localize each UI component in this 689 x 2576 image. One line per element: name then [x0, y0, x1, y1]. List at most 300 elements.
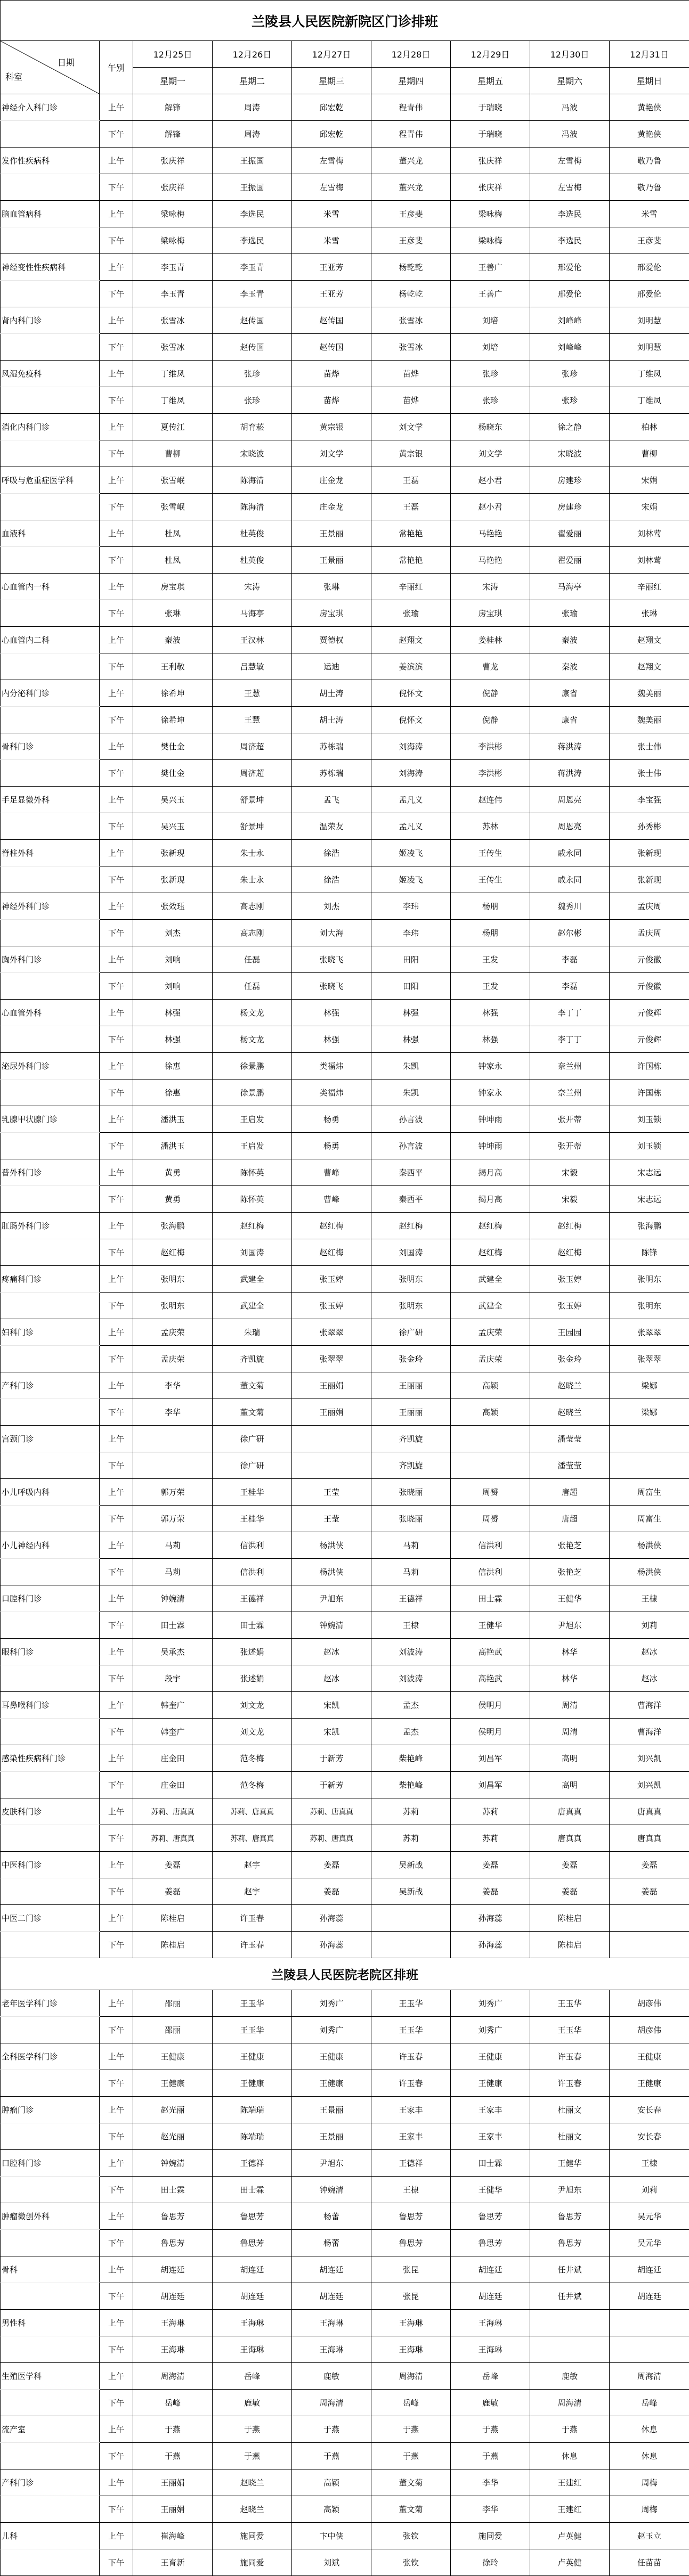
doctor-cell: 黄艳侠 [610, 121, 689, 148]
morning-label: 上午 [100, 520, 133, 547]
doctor-cell: 翟爱丽 [530, 547, 610, 574]
doctor-cell: 孟凡义 [371, 787, 451, 813]
afternoon-label: 下午 [100, 920, 133, 946]
doctor-cell: 梁咏梅 [133, 201, 213, 227]
doctor-cell: 朱士永 [213, 866, 292, 893]
department-name: 妇科门诊 [1, 1319, 100, 1346]
dept-axis-label: 科室 [5, 72, 23, 82]
doctor-cell: 赵冰 [610, 1665, 689, 1692]
doctor-cell: 张琳 [133, 600, 213, 627]
doctor-cell: 王建红 [530, 2469, 610, 2496]
doctor-cell: 孙海蕊 [292, 1932, 371, 1958]
doctor-cell: 王健康 [213, 2043, 292, 2070]
doctor-cell: 高志刚 [213, 920, 292, 946]
table-row [1, 2523, 689, 2549]
doctor-cell: 苏栋瑞 [292, 733, 371, 760]
doctor-cell: 刘国涛 [371, 1239, 451, 1266]
doctor-cell: 武建全 [213, 1293, 292, 1319]
doctor-cell: 刘文龙 [213, 1692, 292, 1719]
doctor-cell: 董兴龙 [371, 148, 451, 174]
department-name: 男性科 [1, 2310, 100, 2336]
doctor-cell: 王德祥 [213, 2150, 292, 2177]
doctor-cell: 许玉春 [213, 1932, 292, 1958]
doctor-cell: 类福炜 [292, 1080, 371, 1106]
morning-label: 上午 [100, 307, 133, 334]
afternoon-label: 下午 [100, 174, 133, 201]
doctor-cell: 陈端瑞 [213, 2097, 292, 2123]
doctor-cell: 房宝琪 [133, 574, 213, 600]
doctor-cell: 丁维凤 [133, 361, 213, 387]
doctor-cell: 赵传国 [292, 307, 371, 334]
doctor-cell: 王桂华 [213, 1506, 292, 1532]
doctor-cell: 胡连廷 [610, 2283, 689, 2310]
department-name [1, 2496, 100, 2523]
doctor-cell: 赵红梅 [530, 1239, 610, 1266]
doctor-cell: 王海琳 [371, 2336, 451, 2363]
afternoon-label: 下午 [100, 2336, 133, 2363]
doctor-cell: 赵红梅 [213, 1213, 292, 1239]
date-header: 12月29日 [451, 41, 530, 68]
doctor-cell: 张钦 [371, 2523, 451, 2549]
doctor-cell: 周恩亮 [530, 813, 610, 840]
doctor-cell: 吕慧敏 [213, 653, 292, 680]
doctor-cell: 于新芳 [292, 1772, 371, 1798]
doctor-cell [451, 1426, 530, 1452]
doctor-cell: 任磊 [213, 973, 292, 1000]
doctor-cell: 宋娟 [610, 467, 689, 494]
doctor-cell: 董文菊 [371, 2469, 451, 2496]
doctor-cell: 鲁思芳 [213, 2203, 292, 2230]
doctor-cell: 刘玉锁 [610, 1106, 689, 1133]
doctor-cell: 杨蕾 [292, 2203, 371, 2230]
doctor-cell: 苏莉 [451, 1798, 530, 1825]
doctor-cell: 王健华 [451, 2177, 530, 2203]
doctor-cell: 杨朋 [451, 920, 530, 946]
doctor-cell: 张昆 [371, 2256, 451, 2283]
doctor-cell: 钟婉清 [292, 2177, 371, 2203]
department-name: 流产室 [1, 2416, 100, 2443]
doctor-cell: 于燕 [133, 2443, 213, 2469]
doctor-cell: 樊仕金 [133, 760, 213, 787]
doctor-cell: 杨文龙 [213, 1026, 292, 1053]
doctor-cell: 周海清 [292, 2390, 371, 2416]
doctor-cell: 王海琳 [451, 2310, 530, 2336]
doctor-cell: 王棣 [371, 2177, 451, 2203]
doctor-cell: 唐真真 [530, 1825, 610, 1852]
table-row [1, 307, 689, 334]
doctor-cell: 刘文学 [371, 414, 451, 440]
doctor-cell: 李华 [133, 1372, 213, 1399]
doctor-cell: 鲁思芳 [133, 2230, 213, 2256]
department-name [1, 2123, 100, 2150]
department-name [1, 707, 100, 733]
doctor-cell: 于燕 [451, 2416, 530, 2443]
department-name: 感染性疾病科门诊 [1, 1745, 100, 1772]
afternoon-label: 下午 [100, 227, 133, 254]
table-row [1, 2310, 689, 2336]
doctor-cell: 柏林 [610, 414, 689, 440]
doctor-cell: 唐超 [530, 1506, 610, 1532]
table-row [1, 94, 689, 121]
department-name: 全科医学科门诊 [1, 2043, 100, 2070]
doctor-cell: 姬凌飞 [371, 840, 451, 866]
doctor-cell: 揭月高 [451, 1186, 530, 1213]
department-name [1, 1346, 100, 1372]
doctor-cell: 王玉华 [530, 1990, 610, 2017]
table-row [1, 2123, 689, 2150]
doctor-cell: 王健康 [610, 2070, 689, 2097]
doctor-cell: 孙言波 [371, 1133, 451, 1159]
doctor-cell: 杨洪侠 [610, 1559, 689, 1585]
table-row [1, 1053, 689, 1080]
doctor-cell: 张玉婷 [530, 1293, 610, 1319]
doctor-cell: 张明东 [133, 1293, 213, 1319]
department-name [1, 1186, 100, 1213]
doctor-cell: 李华 [451, 2469, 530, 2496]
morning-label: 上午 [100, 1532, 133, 1559]
table-row [1, 1506, 689, 1532]
doctor-cell: 刘峰峰 [530, 334, 610, 361]
doctor-cell: 周济超 [213, 733, 292, 760]
table-row [1, 1346, 689, 1372]
department-name [1, 1878, 100, 1905]
morning-label: 上午 [100, 574, 133, 600]
doctor-cell: 张琳 [610, 600, 689, 627]
table-row [1, 1213, 689, 1239]
afternoon-label: 下午 [100, 1612, 133, 1639]
doctor-cell: 左雪梅 [530, 148, 610, 174]
doctor-cell: 苏莉 [371, 1798, 451, 1825]
doctor-cell: 邱宏乾 [292, 94, 371, 121]
doctor-cell: 康省 [530, 680, 610, 707]
doctor-cell: 刘莉 [610, 2177, 689, 2203]
department-name: 内分泌科门诊 [1, 680, 100, 707]
doctor-cell: 张雪冰 [133, 334, 213, 361]
doctor-cell: 王棣 [610, 1585, 689, 1612]
morning-label: 上午 [100, 1319, 133, 1346]
doctor-cell: 王玉华 [213, 1990, 292, 2017]
doctor-cell: 朱凯 [371, 1053, 451, 1080]
department-name: 神经外科门诊 [1, 893, 100, 920]
department-name [1, 1825, 100, 1852]
table-row [1, 1692, 689, 1719]
doctor-cell: 王家丰 [451, 2123, 530, 2150]
doctor-cell: 陈海清 [213, 494, 292, 520]
department-name [1, 1506, 100, 1532]
doctor-cell: 陈桂启 [133, 1905, 213, 1932]
doctor-cell: 鲁思芳 [451, 2230, 530, 2256]
doctor-cell: 唐超 [530, 1479, 610, 1506]
table-row [1, 760, 689, 787]
doctor-cell: 赵红梅 [530, 1213, 610, 1239]
doctor-cell: 周梅 [610, 2496, 689, 2523]
doctor-cell: 周清 [530, 1692, 610, 1719]
doctor-cell: 胡连廷 [292, 2283, 371, 2310]
doctor-cell: 孟庆周 [610, 893, 689, 920]
doctor-cell: 苗烨 [292, 361, 371, 387]
doctor-cell: 陈端瑞 [213, 2123, 292, 2150]
doctor-cell: 刘海涛 [371, 760, 451, 787]
doctor-cell: 王玉华 [371, 2017, 451, 2043]
doctor-cell: 王育新 [133, 2549, 213, 2576]
doctor-cell: 解锋 [133, 94, 213, 121]
doctor-cell: 张珍 [530, 387, 610, 414]
doctor-cell: 信洪利 [213, 1532, 292, 1559]
afternoon-label: 下午 [100, 1559, 133, 1585]
doctor-cell: 李选民 [213, 201, 292, 227]
doctor-cell: 王德祥 [371, 2150, 451, 2177]
morning-label: 上午 [100, 1106, 133, 1133]
table-row [1, 1932, 689, 1958]
doctor-cell: 左雪梅 [292, 148, 371, 174]
doctor-cell: 齐凯旋 [371, 1452, 451, 1479]
date-header: 12月25日 [133, 41, 213, 68]
table-row [1, 2443, 689, 2469]
department-name: 心血管外科 [1, 1000, 100, 1026]
morning-label: 上午 [100, 1639, 133, 1665]
doctor-cell: 赵尔彬 [530, 920, 610, 946]
morning-label: 上午 [100, 2416, 133, 2443]
doctor-cell: 王棣 [371, 1612, 451, 1639]
doctor-cell: 段宇 [133, 1665, 213, 1692]
doctor-cell: 董文菊 [371, 2496, 451, 2523]
table-row [1, 2469, 689, 2496]
afternoon-label: 下午 [100, 2177, 133, 2203]
doctor-cell: 王建红 [530, 2496, 610, 2523]
doctor-cell: 李玉青 [133, 254, 213, 281]
doctor-cell: 张明东 [610, 1266, 689, 1293]
doctor-cell: 夏传江 [133, 414, 213, 440]
doctor-cell: 徐希坤 [133, 707, 213, 733]
doctor-cell: 王振国 [213, 148, 292, 174]
doctor-cell: 韩奎广 [133, 1719, 213, 1745]
weekday-header: 星期二 [213, 68, 292, 94]
doctor-cell: 王丽娟 [292, 1399, 371, 1426]
doctor-cell: 赵玉立 [610, 2523, 689, 2549]
table-row [1, 680, 689, 707]
table-row [1, 1612, 689, 1639]
table-row [1, 2416, 689, 2443]
doctor-cell: 王玉华 [213, 2017, 292, 2043]
doctor-cell: 孟凡义 [371, 813, 451, 840]
doctor-cell: 李玉青 [213, 254, 292, 281]
doctor-cell: 许玉春 [530, 2070, 610, 2097]
doctor-cell: 苏林 [451, 813, 530, 840]
table-row [1, 1372, 689, 1399]
doctor-cell: 王传生 [451, 866, 530, 893]
morning-label: 上午 [100, 680, 133, 707]
doctor-cell: 徐希坤 [133, 680, 213, 707]
period-header: 午别 [100, 41, 133, 94]
doctor-cell: 赵光丽 [133, 2097, 213, 2123]
doctor-cell: 姜磊 [292, 1878, 371, 1905]
table-row [1, 574, 689, 600]
table-row [1, 1186, 689, 1213]
table-row [1, 1532, 689, 1559]
afternoon-label: 下午 [100, 760, 133, 787]
doctor-cell: 张雪冰 [371, 334, 451, 361]
doctor-cell: 孟杰 [371, 1692, 451, 1719]
doctor-cell: 孟庆荣 [451, 1346, 530, 1372]
doctor-cell: 唐真真 [530, 1798, 610, 1825]
doctor-cell: 林强 [371, 1000, 451, 1026]
table-row [1, 1639, 689, 1665]
doctor-cell: 姜滨滨 [371, 653, 451, 680]
doctor-cell: 于燕 [371, 2416, 451, 2443]
doctor-cell [610, 1932, 689, 1958]
doctor-cell: 鹿敏 [530, 2363, 610, 2390]
table-row [1, 1106, 689, 1133]
afternoon-label: 下午 [100, 2230, 133, 2256]
doctor-cell: 苗烨 [371, 387, 451, 414]
doctor-cell: 宋毅 [530, 1159, 610, 1186]
table-row [1, 1745, 689, 1772]
department-name: 耳鼻喉科门诊 [1, 1692, 100, 1719]
afternoon-label: 下午 [100, 1186, 133, 1213]
department-name: 普外科门诊 [1, 1159, 100, 1186]
doctor-cell: 张瑜 [530, 600, 610, 627]
doctor-cell: 曹柳 [133, 440, 213, 467]
doctor-cell: 王棣 [610, 2150, 689, 2177]
doctor-cell: 王传生 [451, 840, 530, 866]
department-name [1, 334, 100, 361]
doctor-cell: 房宝琪 [451, 600, 530, 627]
doctor-cell: 赵红梅 [371, 1213, 451, 1239]
doctor-cell: 王汉林 [213, 627, 292, 653]
doctor-cell: 徐景鹏 [213, 1053, 292, 1080]
doctor-cell: 曹海洋 [610, 1719, 689, 1745]
afternoon-label: 下午 [100, 1133, 133, 1159]
doctor-cell: 岳峰 [213, 2363, 292, 2390]
doctor-cell: 宋凯 [292, 1719, 371, 1745]
doctor-cell: 蒋洪涛 [530, 760, 610, 787]
doctor-cell: 韩奎广 [133, 1692, 213, 1719]
doctor-cell: 陈桂启 [530, 1932, 610, 1958]
doctor-cell: 魏秀川 [530, 893, 610, 920]
doctor-cell: 田士霖 [133, 1612, 213, 1639]
doctor-cell: 田阳 [371, 973, 451, 1000]
doctor-cell: 王德祥 [371, 1585, 451, 1612]
department-name [1, 1399, 100, 1426]
doctor-cell: 宋毅 [530, 1186, 610, 1213]
doctor-cell: 柴艳峰 [371, 1745, 451, 1772]
doctor-cell: 王丽娟 [292, 1372, 371, 1399]
department-name: 心血管内一科 [1, 574, 100, 600]
doctor-cell: 胡连廷 [133, 2283, 213, 2310]
doctor-cell: 高颖 [451, 1399, 530, 1426]
doctor-cell: 杜英俊 [213, 520, 292, 547]
doctor-cell: 王莹 [292, 1506, 371, 1532]
doctor-cell: 曹龙 [451, 653, 530, 680]
doctor-cell: 王园园 [530, 1319, 610, 1346]
doctor-cell: 吴兴玉 [133, 787, 213, 813]
department-name [1, 2549, 100, 2576]
doctor-cell: 苏莉、唐真真 [133, 1825, 213, 1852]
doctor-cell: 刘海涛 [371, 733, 451, 760]
doctor-cell: 徐广研 [371, 1319, 451, 1346]
doctor-cell: 杜丽文 [530, 2123, 610, 2150]
doctor-cell: 温荣友 [292, 813, 371, 840]
morning-label: 上午 [100, 254, 133, 281]
department-name: 眼科门诊 [1, 1639, 100, 1665]
doctor-cell: 马艳艳 [451, 547, 530, 574]
table-row [1, 813, 689, 840]
date-axis-label: 日期 [58, 58, 75, 68]
doctor-cell: 张玉婷 [292, 1266, 371, 1293]
doctor-cell: 于新芳 [292, 1745, 371, 1772]
morning-label: 上午 [100, 1905, 133, 1932]
doctor-cell: 李宝强 [610, 787, 689, 813]
doctor-cell: 刘林莺 [610, 547, 689, 574]
department-name: 口腔科门诊 [1, 1585, 100, 1612]
afternoon-label: 下午 [100, 440, 133, 467]
doctor-cell: 郭万荣 [133, 1479, 213, 1506]
doctor-cell: 赵翔文 [371, 627, 451, 653]
doctor-cell: 张晓丽 [371, 1506, 451, 1532]
doctor-cell: 丁维凤 [610, 361, 689, 387]
doctor-cell: 刘响 [133, 973, 213, 1000]
department-name [1, 1239, 100, 1266]
doctor-cell: 孟飞 [292, 787, 371, 813]
doctor-cell: 胡士涛 [292, 707, 371, 733]
doctor-cell: 赵冰 [610, 1639, 689, 1665]
doctor-cell: 房宝琪 [292, 600, 371, 627]
doctor-cell: 贾德权 [292, 627, 371, 653]
doctor-cell: 张述娟 [213, 1665, 292, 1692]
department-name: 疼痛科门诊 [1, 1266, 100, 1293]
doctor-cell: 刘杰 [292, 893, 371, 920]
table-row [1, 1266, 689, 1293]
doctor-cell: 赵宇 [213, 1878, 292, 1905]
doctor-cell: 侯明月 [451, 1692, 530, 1719]
doctor-cell: 田士霖 [213, 2177, 292, 2203]
department-name: 脊柱外科 [1, 840, 100, 866]
doctor-cell: 李磊 [530, 973, 610, 1000]
morning-label: 上午 [100, 2363, 133, 2390]
department-name: 小儿呼吸内科 [1, 1479, 100, 1506]
doctor-cell: 周清 [530, 1719, 610, 1745]
doctor-cell: 刘波涛 [371, 1665, 451, 1692]
doctor-cell: 敬乃鲁 [610, 174, 689, 201]
table-row [1, 1239, 689, 1266]
doctor-cell: 张海鹏 [610, 1213, 689, 1239]
doctor-cell: 张晓丽 [371, 1479, 451, 1506]
table-row [1, 1852, 689, 1878]
doctor-cell: 王玉华 [371, 1990, 451, 2017]
table-row [1, 1399, 689, 1426]
doctor-cell: 周海清 [133, 2363, 213, 2390]
doctor-cell: 宋晓波 [530, 440, 610, 467]
doctor-cell: 张珍 [451, 361, 530, 387]
department-name: 中医科门诊 [1, 1852, 100, 1878]
department-name: 呼吸与危重症医学科 [1, 467, 100, 494]
morning-label: 上午 [100, 1479, 133, 1506]
doctor-cell: 范冬梅 [213, 1745, 292, 1772]
doctor-cell: 张翠翠 [610, 1319, 689, 1346]
doctor-cell: 卢英健 [530, 2523, 610, 2549]
table-row [1, 1990, 689, 2017]
doctor-cell: 周赟 [451, 1506, 530, 1532]
doctor-cell: 苏莉 [451, 1825, 530, 1852]
doctor-cell [371, 1905, 451, 1932]
department-name: 骨科门诊 [1, 733, 100, 760]
department-name: 发作性疾病科 [1, 148, 100, 174]
doctor-cell: 王健华 [451, 1612, 530, 1639]
doctor-cell: 张雪冰 [371, 307, 451, 334]
doctor-cell: 唐真真 [610, 1798, 689, 1825]
morning-label: 上午 [100, 1426, 133, 1452]
afternoon-label: 下午 [100, 2443, 133, 2469]
